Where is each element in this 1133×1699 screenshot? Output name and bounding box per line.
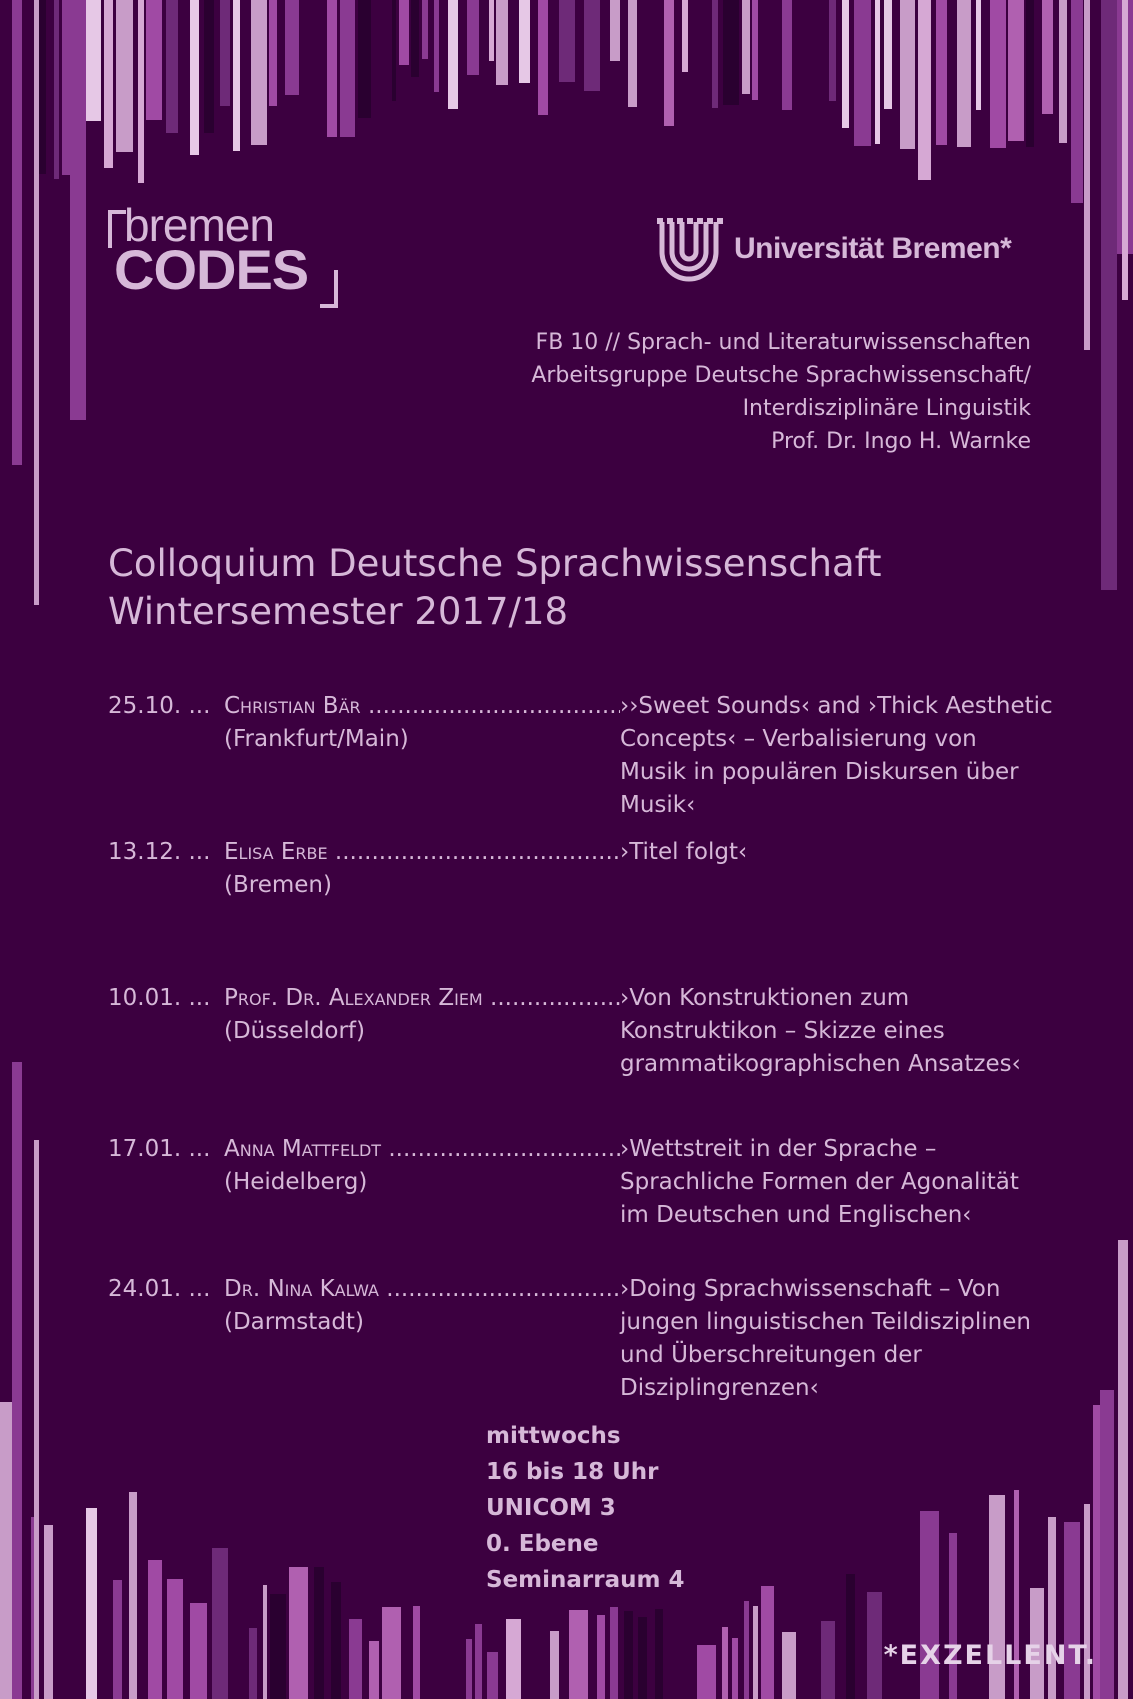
decorative-bar	[285, 0, 299, 95]
decorative-bar	[249, 1628, 257, 1699]
topic-line: Musik in populären Diskursen über	[620, 759, 1019, 785]
entry-date: 17.01. ...	[108, 1136, 211, 1162]
decorative-bar	[744, 1601, 749, 1699]
decorative-bar	[624, 1611, 633, 1699]
decorative-bar	[1059, 0, 1067, 143]
topic-line: Concepts‹ – Verbalisierung von	[620, 726, 977, 752]
entry-place: (Heidelberg)	[224, 1169, 368, 1195]
decorative-bar	[340, 0, 355, 137]
decorative-bar	[413, 1606, 420, 1699]
decorative-bar	[12, 0, 22, 465]
topic-line: ›Von Konstruktionen zum	[620, 985, 910, 1011]
decorative-bar	[610, 1607, 618, 1699]
decorative-bar	[466, 1639, 472, 1699]
decorative-bar	[875, 0, 880, 144]
decorative-bar	[949, 1533, 957, 1699]
venue-line: 16 bis 18 Uhr	[486, 1459, 659, 1485]
decorative-bar	[628, 0, 637, 107]
decorative-bar	[742, 0, 750, 94]
entry-topic	[620, 690, 1053, 822]
decorative-bar	[489, 0, 494, 61]
decorative-bar	[220, 0, 230, 106]
decorative-bar	[1084, 0, 1090, 350]
venue-line: Seminarraum 4	[486, 1567, 685, 1593]
decorative-bar	[990, 0, 1006, 148]
decorative-bar	[269, 0, 277, 106]
decorative-bar	[251, 0, 267, 145]
decorative-bar	[167, 1579, 183, 1699]
venue-line: mittwochs	[486, 1423, 621, 1449]
entry-place: (Darmstadt)	[224, 1309, 364, 1335]
bremen-codes-logo	[108, 199, 338, 308]
decorative-bar	[263, 1585, 267, 1699]
department-line: Arbeitsgruppe Deutsche Sprachwissenschaft/	[531, 363, 1031, 388]
decorative-bar	[846, 1574, 855, 1699]
university-bremen-icon	[654, 218, 724, 288]
decorative-bar	[399, 0, 409, 65]
decorative-bar	[550, 1631, 559, 1699]
entry-place: (Frankfurt/Main)	[224, 726, 409, 752]
decorative-bar	[854, 0, 871, 146]
decorative-bar	[519, 0, 530, 83]
decorative-bar	[900, 0, 915, 149]
entry-speaker: Elisa Erbe .....	[224, 836, 724, 869]
decorative-bar	[712, 0, 718, 108]
decorative-bar	[487, 1652, 498, 1699]
decorative-bar	[34, 1140, 39, 1699]
decorative-bar	[148, 1560, 162, 1699]
decorative-bar	[166, 0, 178, 133]
entry-place: (Düsseldorf)	[224, 1018, 365, 1044]
decorative-bar	[116, 0, 133, 152]
decorative-bar	[752, 0, 758, 100]
topic-line: und Überschreitungen der	[620, 1342, 922, 1368]
topic-line: grammatikographischen Ansatzes‹	[620, 1051, 1021, 1077]
decorative-bar	[829, 0, 836, 101]
decorative-bar	[936, 0, 947, 145]
decorative-bar	[782, 0, 792, 110]
topic-line: ›Doing Sprachwissenschaft – Von	[620, 1276, 1001, 1302]
decorative-bar	[723, 0, 739, 105]
excellence-label: *EXZELLENT.	[883, 1640, 1097, 1671]
entry-date: 13.12. ...	[108, 839, 211, 865]
page-title	[108, 540, 882, 636]
entry-speaker: Dr. Nina Kalwa .....	[224, 1273, 724, 1306]
entry-date: 24.01. ...	[108, 1276, 211, 1302]
entry-topic	[620, 1273, 1040, 1405]
decorative-bar	[559, 0, 575, 82]
topic-line: Disziplingrenzen‹	[620, 1375, 819, 1401]
decorative-bar	[434, 0, 439, 92]
decorative-bar	[976, 0, 981, 110]
decorative-bar	[70, 0, 86, 420]
decorative-bar	[496, 0, 508, 85]
venue-line: UNICOM 3	[486, 1495, 616, 1521]
decorative-bar	[314, 1567, 324, 1699]
decorative-bar	[475, 1624, 482, 1699]
decorative-bar	[34, 0, 39, 605]
decorative-bar	[369, 1641, 379, 1699]
decorative-bar	[113, 1580, 122, 1699]
decorative-bar	[753, 1606, 758, 1699]
decorative-bar	[884, 0, 892, 109]
topic-line: Konstruktikon – Skizze eines	[620, 1018, 945, 1044]
department-line: Prof. Dr. Ingo H. Warnke	[771, 429, 1031, 454]
decorative-bar	[1100, 1390, 1114, 1699]
logo-text-bremen: bremen	[124, 199, 274, 251]
decorative-bar	[655, 1609, 663, 1699]
decorative-bar	[327, 0, 337, 137]
decorative-bar	[867, 1592, 882, 1699]
topic-line: Sprachliche Formen der Agonalität	[620, 1169, 1019, 1195]
decorative-bar	[467, 0, 479, 75]
topic-line: ››Sweet Sounds‹ and ›Thick Aesthetic	[620, 693, 1053, 719]
decorative-bar	[842, 0, 849, 128]
decorative-bar	[1026, 0, 1034, 147]
decorative-bar	[129, 1492, 137, 1699]
decorative-bar	[610, 0, 620, 61]
decorative-bar	[104, 0, 113, 168]
entry-speaker: Prof. Dr. Alexander Ziem .....	[224, 982, 724, 1015]
decorative-bar	[12, 1062, 22, 1699]
topic-line: ›Titel folgt‹	[620, 839, 748, 865]
decorative-bar	[331, 1582, 341, 1699]
decorative-bar	[597, 1615, 605, 1699]
decorative-bar	[506, 1619, 521, 1699]
decorative-bar	[584, 0, 600, 91]
decorative-bar	[270, 1594, 286, 1699]
decorative-bar	[569, 1610, 588, 1699]
decorative-bar	[1048, 1517, 1056, 1699]
topic-line: ›Wettstreit in der Sprache –	[620, 1136, 937, 1162]
decorative-bar	[761, 1586, 774, 1699]
topic-line: Musik‹	[620, 792, 696, 818]
decorative-bar	[382, 1607, 401, 1699]
decorative-bar	[782, 1632, 796, 1699]
decorative-bar	[682, 0, 688, 72]
university-name: Universität Bremen*	[734, 232, 1012, 265]
decorative-bar	[1122, 0, 1128, 300]
decorative-bar	[138, 0, 144, 183]
decorative-bar	[732, 1638, 738, 1699]
entry-date: 25.10. ...	[108, 693, 211, 719]
department-line: FB 10 // Sprach- und Literaturwissenschaften	[535, 330, 1031, 355]
decorative-bar	[957, 0, 971, 147]
decorative-bar	[146, 0, 162, 120]
venue-info	[486, 1418, 684, 1598]
entry-place: (Bremen)	[224, 872, 332, 898]
entry-topic	[620, 836, 1040, 869]
decorative-bar	[538, 0, 548, 115]
department-line: Interdisziplinäre Linguistik	[742, 396, 1031, 421]
entry-date: 10.01. ...	[108, 985, 211, 1011]
entry-speaker: Anna Mattfeldt .....	[224, 1133, 724, 1166]
decorative-bar	[448, 0, 458, 109]
decorative-bar	[190, 1603, 207, 1699]
decorative-bar	[44, 1525, 53, 1699]
decorative-bar	[349, 1619, 362, 1699]
decorative-bar	[289, 1567, 308, 1699]
decorative-bar	[84, 0, 101, 121]
topic-line: jungen linguistischen Teildisziplinen	[620, 1309, 1031, 1335]
decorative-bar	[358, 0, 371, 118]
decorative-bar	[411, 0, 419, 77]
decorative-bar	[638, 1617, 647, 1699]
decorative-bar	[1101, 0, 1117, 590]
decorative-bar	[1118, 1240, 1128, 1699]
decorative-bar	[54, 0, 59, 179]
decorative-bar	[204, 0, 214, 133]
decorative-bar	[233, 0, 240, 151]
decorative-bar	[212, 1548, 228, 1699]
logo-text-codes: CODES	[114, 238, 309, 301]
title-line: Colloquium Deutsche Sprachwissenschaft	[108, 542, 882, 585]
decorative-bar	[392, 0, 396, 101]
decorative-bar	[664, 0, 674, 126]
topic-line: im Deutschen und Englischen‹	[620, 1202, 972, 1228]
title-line: Wintersemester 2017/18	[108, 590, 569, 633]
decorative-bar	[697, 1645, 716, 1699]
decorative-bar	[821, 1621, 835, 1699]
entry-topic	[620, 1133, 1040, 1232]
venue-line: 0. Ebene	[486, 1531, 599, 1557]
decorative-bar	[86, 1508, 97, 1699]
decorative-bar	[722, 1627, 728, 1699]
decorative-bar	[918, 0, 931, 180]
logo-bracket-bottom-right	[320, 270, 338, 308]
decorative-bar	[1071, 0, 1083, 203]
department-info	[531, 326, 1031, 458]
decorative-bar	[1064, 1522, 1080, 1699]
entry-topic	[620, 982, 1040, 1081]
decorative-bar	[422, 0, 428, 59]
decorative-bar	[1008, 0, 1024, 141]
entry-speaker: Christian Bär .....	[224, 690, 724, 723]
decorative-bar	[190, 0, 199, 155]
decorative-bar	[1042, 0, 1053, 114]
